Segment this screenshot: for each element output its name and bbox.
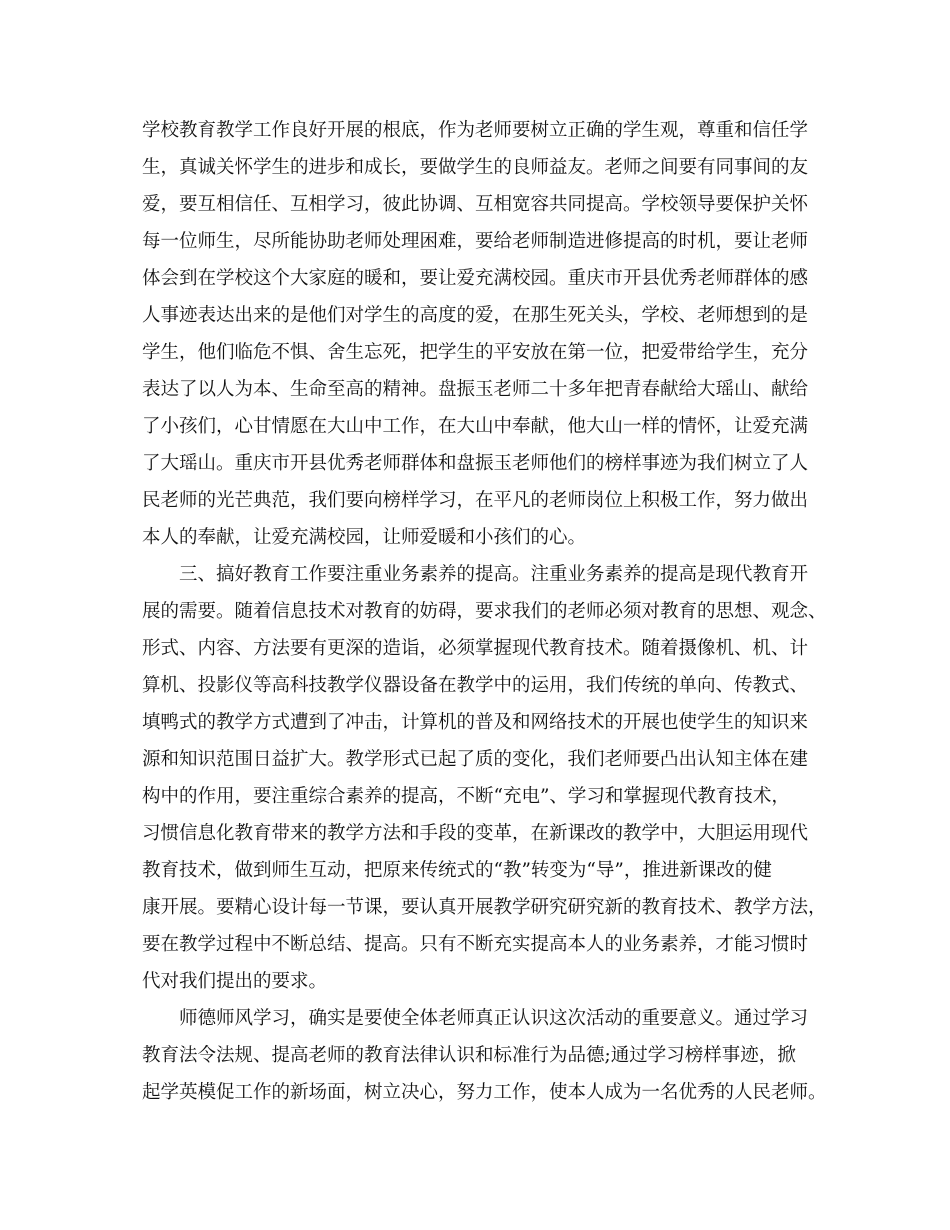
text-line: 源和知识范围日益扩大。教学形式已起了质的变化，我们老师要凸出认知主体在建	[142, 749, 809, 770]
text-line: 了大瑶山。重庆市开县优秀老师群体和盘振玉老师他们的榜样事迹为我们树立了人	[142, 453, 809, 474]
text-line: 起学英模促工作的新场面，树立决心，努力工作，使本人成为一名优秀的人民老师。	[142, 1082, 827, 1103]
document-body	[142, 112, 832, 1111]
text-line: 民老师的光芒典范，我们要向榜样学习，在平凡的老师岗位上积极工作，努力做出	[142, 490, 809, 511]
text-line: 填鸭式的教学方式遭到了冲击，计算机的普及和网络技术的开展也使学生的知识来	[142, 712, 809, 733]
text-line: 本人的奉献，让爱充满校园，让师爱暖和小孩们的心。	[142, 527, 587, 548]
text-line: 构中的作用，要注重综合素养的提高，不断“充电”、学习和掌握现代教育技术，	[142, 786, 790, 807]
text-line: 康开展。要精心设计每一节课，要认真开展教学研究研究新的教育技术、教学方法，	[142, 897, 827, 918]
text-line: 教育法令法规、提高老师的教育法律认识和标准行为品德;通过学习榜样事迹，掀	[142, 1045, 796, 1066]
text-line: 学校教育教学工作良好开展的根底，作为老师要树立正确的学生观，尊重和信任学	[142, 120, 809, 141]
text-line: 表达了以人为本、生命至高的精神。盘振玉老师二十多年把青春献给大瑶山、献给	[142, 379, 809, 400]
text-line: 代对我们提出的要求。	[142, 971, 328, 992]
text-line: 人事迹表达出来的是他们对学生的高度的爱，在那生死关头，学校、老师想到的是	[142, 305, 809, 326]
text-line: 生，真诚关怀学生的进步和成长，要做学生的良师益友。老师之间要有同事间的友	[142, 157, 809, 178]
text-line: 学生，他们临危不惧、舍生忘死，把学生的平安放在第一位，把爱带给学生，充分	[142, 342, 809, 363]
text-line: 展的需要。随着信息技术对教育的妨碍，要求我们的老师必须对教育的思想、观念、	[142, 601, 827, 622]
text-line: 了小孩们，心甘情愿在大山中工作，在大山中奉献，他大山一样的情怀，让爱充满	[142, 416, 809, 437]
text-line: 三、搞好教育工作要注重业务素养的提高。注重业务素养的提高是现代教育开	[179, 564, 809, 585]
text-line: 体会到在学校这个大家庭的暖和，要让爱充满校园。重庆市开县优秀老师群体的感	[142, 268, 809, 289]
text-line: 每一位师生，尽所能协助老师处理困难，要给老师制造进修提高的时机，要让老师	[142, 231, 809, 252]
text-line: 算机、投影仪等高科技教学仪器设备在教学中的运用，我们传统的单向、传教式、	[142, 675, 809, 696]
text-line: 习惯信息化教育带来的教学方法和手段的变革，在新课改的教学中，大胆运用现代	[142, 823, 809, 844]
text-line: 教育技术，做到师生互动，把原来传统式的“教”转变为“导”，推进新课改的健	[142, 860, 772, 881]
text-line: 形式、内容、方法要有更深的造诣，必须掌握现代教育技术。随着摄像机、机、计	[142, 638, 809, 659]
text-line: 要在教学过程中不断总结、提高。只有不断充实提高本人的业务素养，才能习惯时	[142, 934, 809, 955]
text-line: 师德师风学习，确实是要使全体老师真正认识这次活动的重要意义。通过学习	[179, 1008, 809, 1029]
text-line: 爱，要互相信任、互相学习，彼此协调、互相宽容共同提高。学校领导要保护关怀	[142, 194, 809, 215]
